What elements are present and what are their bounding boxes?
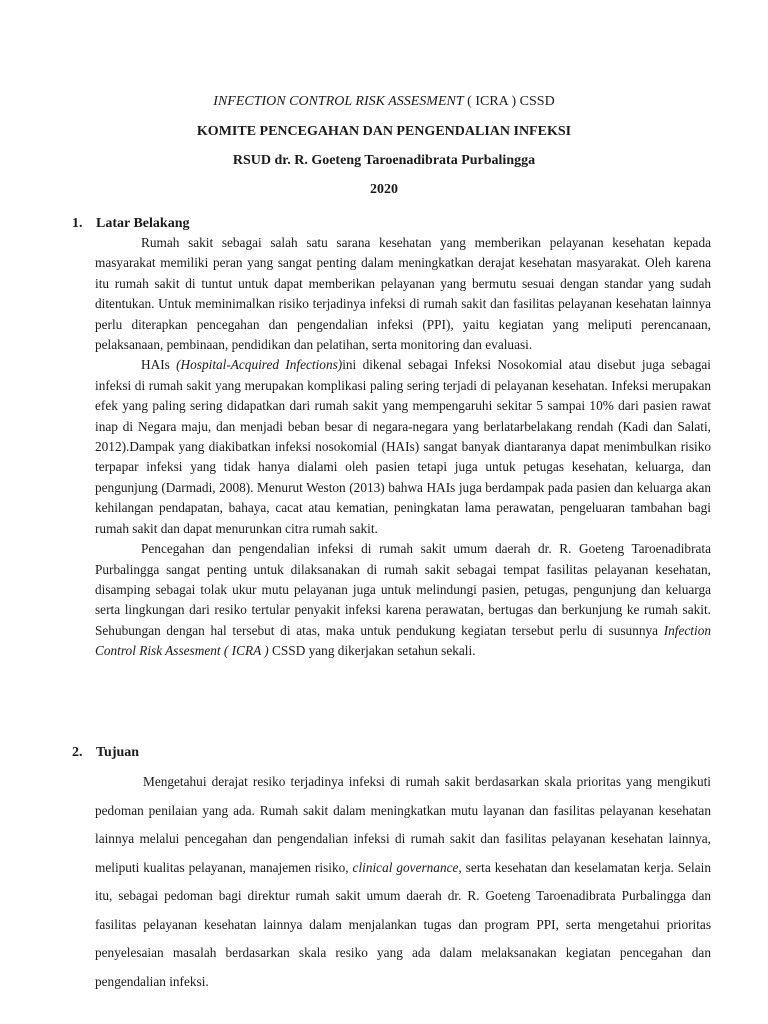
paragraph-text: Pencegahan dan pengendalian infeksi di rumah sakit umum daerah dr. R. Goeteng Taroenadibrata Purbalingga sangat penting untuk dilaksanakan di rumah sakit sebagai tempat fasilitas pelayanan kesehatan, disamping sebagai tolak ukur mutu pelayanan juga untuk melindungi pasien, petugas, pengunjung dan keluarga serta lingkungan dari resiko tertular penyakit infeksi karena perawatan, bertugas dan berkunjung ke rumah sakit. Sehubungan dengan hal tersebut di atas, maka untuk pendukung kegiatan tersebut perlu di susunnya	[95, 541, 711, 638]
section-latar-belakang	[95, 233, 711, 662]
section-title: Latar Belakang	[96, 216, 190, 231]
paragraph-text: CSSD yang dikerjakan setahun sekali.	[268, 643, 476, 659]
paragraph	[95, 768, 711, 996]
paragraph-text: HAIs	[141, 357, 177, 373]
paragraph-italic: (Hospital-Acquired Infections)	[176, 357, 343, 373]
paragraph	[95, 355, 711, 539]
section-number: 1.	[72, 216, 83, 231]
paragraph-italic: Infection Control Risk Assesment ( ICRA )	[95, 622, 711, 659]
section-heading-tujuan	[72, 744, 139, 762]
paragraph-text: , serta kesehatan dan keselamatan kerja. Selain itu, sebagai pedoman bagi direktur rumah sakit umum daerah dr. R. Goeteng Taroenadibrata Purbalingga dan fasilitas pelayanan kesehatan lainnya dalam menjalankan tugas dan program PPI, serta mengetahui prioritas penyelesaian masalah berdasarkan skala resiko yang ada dalam melaksanakan kegiatan pencegahan dan pengendalian infeksi.	[95, 859, 711, 989]
paragraph	[95, 539, 711, 661]
paragraph-text: Mengetahui derajat resiko terjadinya infeksi di rumah sakit berdasarkan skala prioritas yang mengikuti pedoman penilaian yang ada. Rumah sakit dalam meningkatkan mutu layanan dan fasilitas pelayanan kesehatan lainnya melalui pencegahan dan pengendalian infeksi di rumah sakit dan fasilitas pelayanan kesehatan lainnya, meliputi kualitas pelayanan, manajemen risiko,	[95, 774, 711, 875]
paragraph-italic: clinical governance	[352, 859, 459, 875]
section-tujuan	[95, 768, 711, 996]
document-title	[0, 92, 768, 112]
committee-name: KOMITE PENCEGAHAN DAN PENGENDALIAN INFEKSI	[196, 124, 572, 139]
section-heading-latar-belakang	[72, 215, 189, 233]
paragraph: Rumah sakit sebagai salah satu sarana kesehatan yang memberikan pelayanan kesehatan kepada masyarakat memiliki peran yang sangat penting dalam meningkatkan derajat kesehatan masyarakat. Oleh karena itu rumah sakit di tuntut untuk dapat memberikan pelayanan yang bermutu sesuai dengan standar yang sudah ditentukan. Untuk meminimalkan risiko terjadinya infeksi di rumah sakit dan fasilitas pelayanan kesehatan lainnya perlu diterapkan pencegahan dan pengendalian infeksi (PPI), yaitu kegiatan yang meliputi perencanaan, pelaksanaan, pembinaan, pendidikan dan pelatihan, serta monitoring dan evaluasi.	[95, 235, 711, 353]
document-year: 2020	[370, 182, 398, 197]
section-title: Tujuan	[96, 745, 140, 760]
section-number: 2.	[72, 745, 83, 760]
paragraph-text: ini dikenal sebagai Infeksi Nosokomial atau disebut juga sebagai infeksi di rumah sakit yang merupakan komplikasi paling sering terjadi di pelayanan kesehatan. Infeksi merupakan efek yang paling sering didapatkan dari rumah sakit yang mempengaruhi sekitar 5 sampai 10% dari pasien rawat inap di Negara maju, dan menjadi beban besar di negara-negara yang berlatarbelakang rendah (Kadi dan Salati, 2012).Dampak yang diakibatkan infeksi nosokomial (HAIs) sangat banyak diantaranya dapat menimbulkan risiko terpapar infeksi yang tidak hanya dialami oleh pasien tetapi juga untuk petugas kesehatan, keluarga, dan pengunjung (Darmadi, 2008). Menurut Weston (2013) bahwa HAIs juga berdampak pada pasien dan keluarga akan kehilangan pendapatan, bahaya, cacat atau kematian, peningkatan lama perawatan, pengeluaran tambahan bagi rumah sakit dan dapat menurunkan citra rumah sakit.	[95, 357, 711, 536]
document-title-italic: INFECTION CONTROL RISK ASSESMENT	[213, 94, 464, 109]
document-title-suffix: ( ICRA ) CSSD	[463, 94, 555, 109]
hospital-name: RSUD dr. R. Goeteng Taroenadibrata Purbalingga	[232, 153, 536, 168]
